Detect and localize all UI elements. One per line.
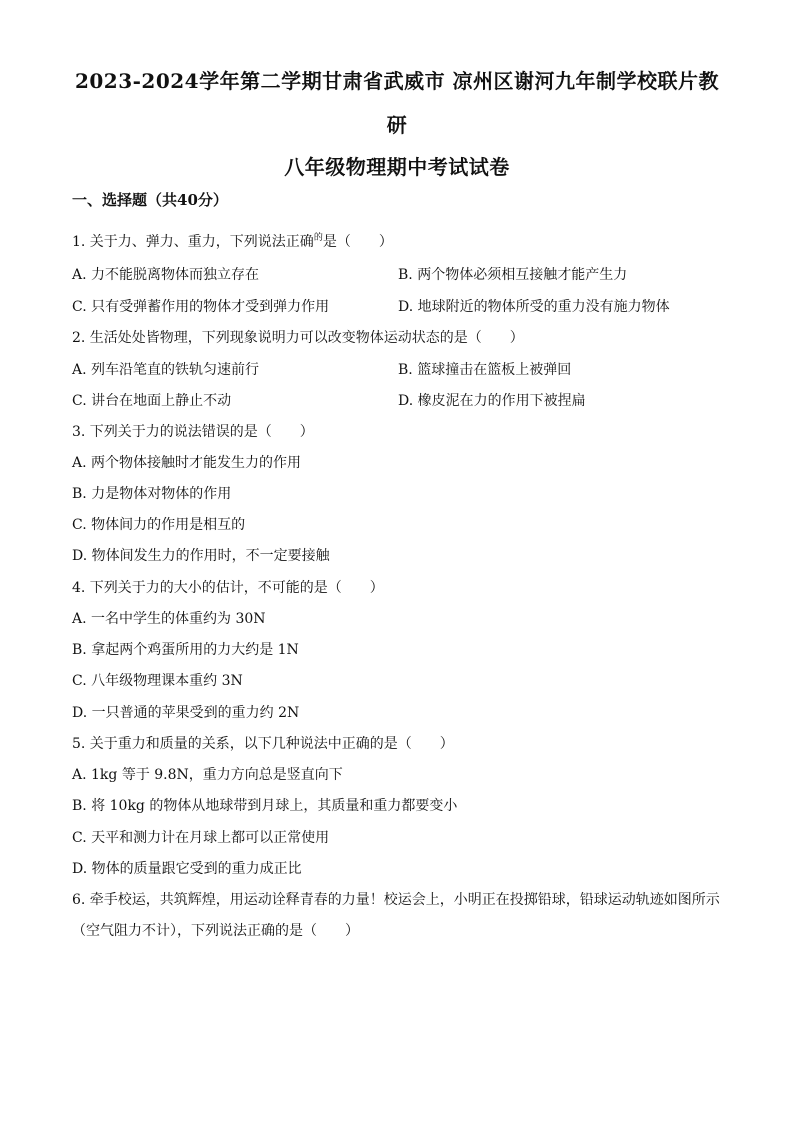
question-5-stem: 5. 关于重力和质量的关系，以下几种说法中正确的是（ ） [72, 736, 454, 752]
question-4-option-d: D. 一只普通的苹果受到的重力约 2N [72, 705, 300, 721]
question-2-option-a: A. 列车沿笔直的铁轨匀速前行 [72, 362, 260, 378]
question-1-stem-end: 是（ ） [322, 234, 393, 250]
exam-title-line2: 八年级物理期中考试试卷 [284, 155, 510, 179]
question-6-stem-line1: 6. 牵手校运，共筑辉煌，用运动诠释青春的力量！校运会上，小明正在投掷铅球，铅球运动轨迹如图所示 [72, 892, 720, 908]
question-6-stem-line2: （空气阻力不计），下列说法正确的是（ ） [72, 923, 359, 939]
question-5-option-d: D. 物体的质量跟它受到的重力成正比 [72, 861, 302, 877]
question-4-option-b: B. 拿起两个鸡蛋所用的力大约是 1N [72, 642, 299, 658]
question-1-stem-superscript: 的 [313, 233, 323, 243]
question-3-option-a: A. 两个物体接触时才能发生力的作用 [72, 455, 302, 471]
question-3-option-c: C. 物体间力的作用是相互的 [72, 517, 246, 533]
question-4-stem: 4. 下列关于力的大小的估计，不可能的是（ ） [72, 580, 384, 596]
question-4-option-a: A. 一名中学生的体重约为 30N [72, 611, 266, 627]
question-5-option-c: C. 天平和测力计在月球上都可以正常使用 [72, 830, 330, 846]
question-1-stem-text: 1. 关于力、弹力、重力，下列说法正确 [72, 234, 314, 250]
question-3-stem: 3. 下列关于力的说法错误的是（ ） [72, 424, 314, 440]
question-1-stem [72, 230, 393, 251]
question-1-option-c: C. 只有受弹蓄作用的物体才受到弹力作用 [72, 299, 330, 315]
question-2-option-c: C. 讲台在地面上静止不动 [72, 393, 232, 409]
section-heading-multiple-choice: 一、选择题（共40分） [72, 191, 228, 209]
question-4-option-c: C. 八年级物理课本重约 3N [72, 673, 243, 689]
question-1-option-d: D. 地球附近的物体所受的重力没有施力物体 [398, 299, 670, 315]
question-1-option-b: B. 两个物体必须相互接触才能产生力 [398, 267, 628, 283]
question-5-option-b: B. 将 10kg 的物体从地球带到月球上，其质量和重力都要变小 [72, 798, 458, 814]
exam-title-line1-continued: 研 [386, 113, 408, 137]
question-1-option-a: A. 力不能脱离物体而独立存在 [72, 267, 260, 283]
question-5-option-a: A. 1kg 等于 9.8N，重力方向总是竖直向下 [72, 767, 343, 783]
question-3-option-d: D. 物体间发生力的作用时，不一定要接触 [72, 548, 330, 564]
question-2-option-d: D. 橡皮泥在力的作用下被捏扁 [398, 393, 586, 409]
exam-title-line1: 2023-2024学年第二学期甘肃省武威市 凉州区谢河九年制学校联片教 [74, 69, 720, 93]
question-2-stem: 2. 生活处处皆物理，下列现象说明力可以改变物体运动状态的是（ ） [72, 330, 524, 346]
question-3-option-b: B. 力是物体对物体的作用 [72, 486, 232, 502]
question-2-option-b: B. 篮球撞击在篮板上被弹回 [398, 362, 572, 378]
